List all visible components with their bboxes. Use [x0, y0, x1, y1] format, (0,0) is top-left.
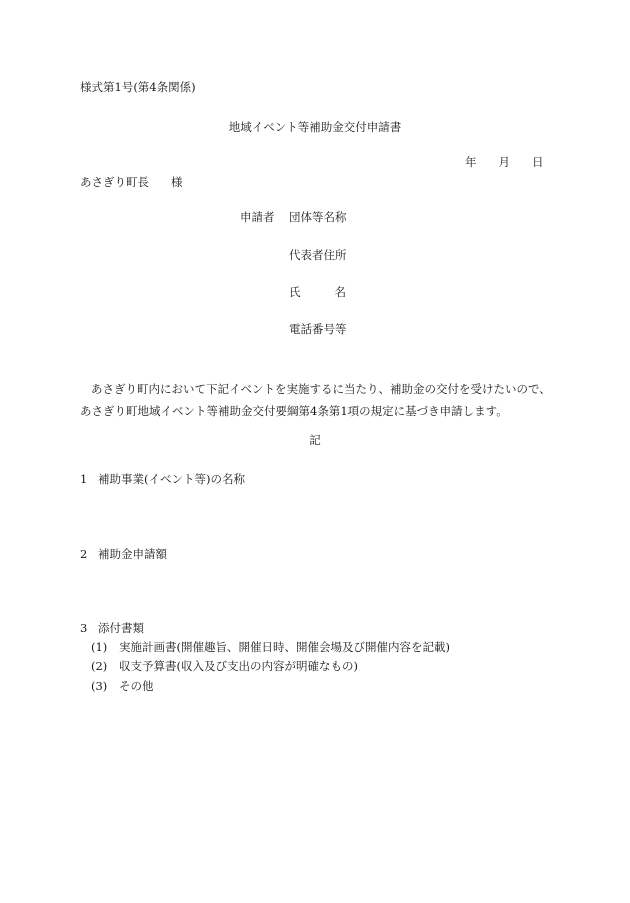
item-number: 1 [80, 472, 88, 486]
body-line-2: あさぎり町地域イベント等補助金交付要綱第4条第1項の規定に基づき申請します。 [80, 404, 508, 418]
field-rep-address: 代表者住所 [289, 248, 347, 262]
addressee-honorific: 様 [171, 175, 183, 189]
field-name-part-2: 名 [334, 285, 346, 299]
item-event-name [80, 474, 245, 486]
date-day-label: 日 [532, 155, 544, 169]
field-name [289, 287, 346, 299]
item-attachments [80, 623, 144, 635]
item-label: 添付書類 [98, 621, 144, 635]
date-month-label: 月 [498, 155, 510, 169]
field-phone: 電話番号等 [289, 322, 347, 336]
attachment-item [91, 661, 358, 673]
attachment-label: その他 [119, 679, 154, 693]
body-paragraph [80, 378, 551, 422]
ki-heading: 記 [309, 433, 321, 447]
applicant-label: 申請者 [240, 210, 275, 224]
attachment-number: (2) [91, 659, 108, 673]
field-group-name: 団体等名称 [289, 210, 347, 224]
document-title: 地域イベント等補助金交付申請書 [228, 120, 402, 134]
date-year-label: 年 [465, 155, 477, 169]
date-line [465, 157, 544, 169]
field-name-part-1: 氏 [289, 285, 301, 299]
item-subsidy-amount [80, 549, 167, 561]
form-number: 様式第1号(第4条関係) [80, 80, 196, 94]
attachment-item [91, 681, 154, 693]
attachment-label: 実施計画書(開催趣旨、開催日時、開催会場及び開催内容を記載) [119, 640, 450, 654]
item-label: 補助金申請額 [98, 547, 167, 561]
attachment-number: (3) [91, 679, 108, 693]
body-line-1: あさぎり町内において下記イベントを実施するに当たり、補助金の交付を受けたいので、 [91, 382, 551, 396]
attachment-label: 収支予算書(収入及び支出の内容が明確なもの) [119, 659, 358, 673]
addressee-name: あさぎり町長 [80, 175, 149, 189]
attachment-item [91, 642, 450, 654]
addressee [80, 177, 183, 189]
attachment-number: (1) [91, 640, 108, 654]
item-number: 3 [80, 621, 88, 635]
item-label: 補助事業(イベント等)の名称 [98, 472, 245, 486]
item-number: 2 [80, 547, 88, 561]
